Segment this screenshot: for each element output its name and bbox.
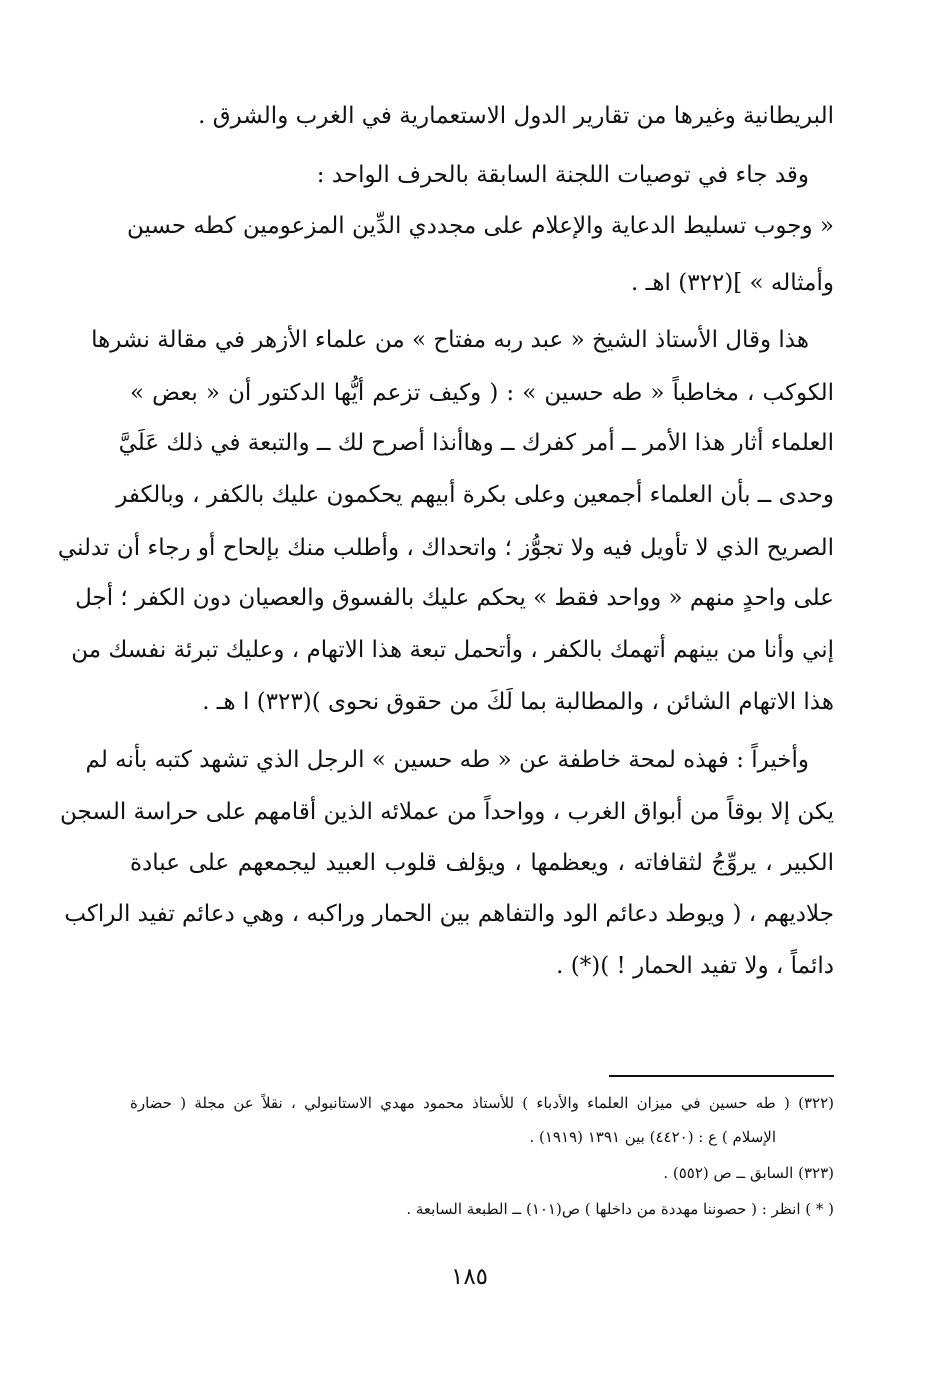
body-line: إني وأنا من بينهم أتهمك بالكفر ، وأتحمل تبعة هذا الاتهام ، وعليك تبرئة نفسك من [71,637,834,663]
body-line: وقد جاء في توصيات اللجنة السابقة بالحرف الواحد : [316,162,809,188]
body-line: هذا الاتهام الشائن ، والمطالبة بما لَكَ من حقوق نحوى )(٣٢٣) ا هـ . [202,689,834,715]
body-line: على واحدٍ منهم « وواحد فقط » يحكم عليك بالفسوق والعصيان دون الكفر ؛ أجل [75,585,834,611]
footnote-line: ( * ) انظر : ( حصوننا مهددة من داخلها ) ص(١٠١) ــ الطبعة السابعة . [406,1200,834,1218]
body-line: جلاديهم ، ( ويوطد دعائم الود والتفاهم بين الحمار وراكبه ، وهي دعائم تفيد الراكب [64,901,834,927]
body-line: وحدى ــ بأن العلماء أجمعين وعلى بكرة أبيهم يحكمون عليك بالكفر ، وبالكفر [116,482,834,508]
body-line: وأخيراً : فهذه لمحة خاطفة عن « طه حسين » الرجل الذي تشهد كتبه بأنه لم [85,747,809,773]
footnote-line: (٣٢٣) السابق ــ ص (٥٥٢) . [663,1164,834,1182]
body-line: الكوكب ، مخاطباً « طه حسين » : ( وكيف تزعم أيُّها الدكتور أن « بعض » [130,380,834,406]
body-line: الكبير ، يروِّجُ لثقافاته ، ويعظمها ، ويؤلف قلوب العبيد ليجمعهم على عبادة [130,850,834,876]
footnote-line: (٣٢٢) ( طه حسين في ميزان العلماء والأدباء ) للأستاذ محمود مهدي الاستانبولي ، نقلاً عن مجلة ( حضارة [130,1094,834,1112]
footnote-line: الإسلام ) ع : (٤٤٢٠) بين ١٣٩١ (١٩١٩) . [529,1128,776,1146]
body-line: البريطانية وغيرها من تقارير الدول الاستعمارية في الغرب والشرق . [198,103,834,129]
quote-line: وأمثاله » ](٣٢٢) اهـ . [631,270,834,296]
body-line: يكن إلا بوقاً من أبواق الغرب ، وواحداً من عملائه الذين أقامهم على حراسة السجن [59,799,834,825]
body-line: دائماً ، ولا تفيد الحمار ! )(*) . [556,953,834,979]
body-line: العلماء أثار هذا الأمر ــ أمر كفرك ــ وهاأنذا أصرح لك ــ والتبعة في ذلك عَلَيَّ [118,430,834,456]
footnote-separator [609,1075,834,1077]
quote-line: « وجوب تسليط الدعاية والإعلام على مجددي الدِّين المزعومين كطه حسين [126,213,834,239]
page-number: ١٨٥ [450,1264,489,1290]
body-line: هذا وقال الأستاذ الشيخ « عبد ربه مفتاح » من علماء الأزهر في مقالة نشرها [91,327,809,353]
body-line: الصريح الذي لا تأويل فيه ولا تجوُّز ؛ واتحداك ، وأطلب منك بإلحاح أو رجاء أن تدلني [57,535,834,561]
